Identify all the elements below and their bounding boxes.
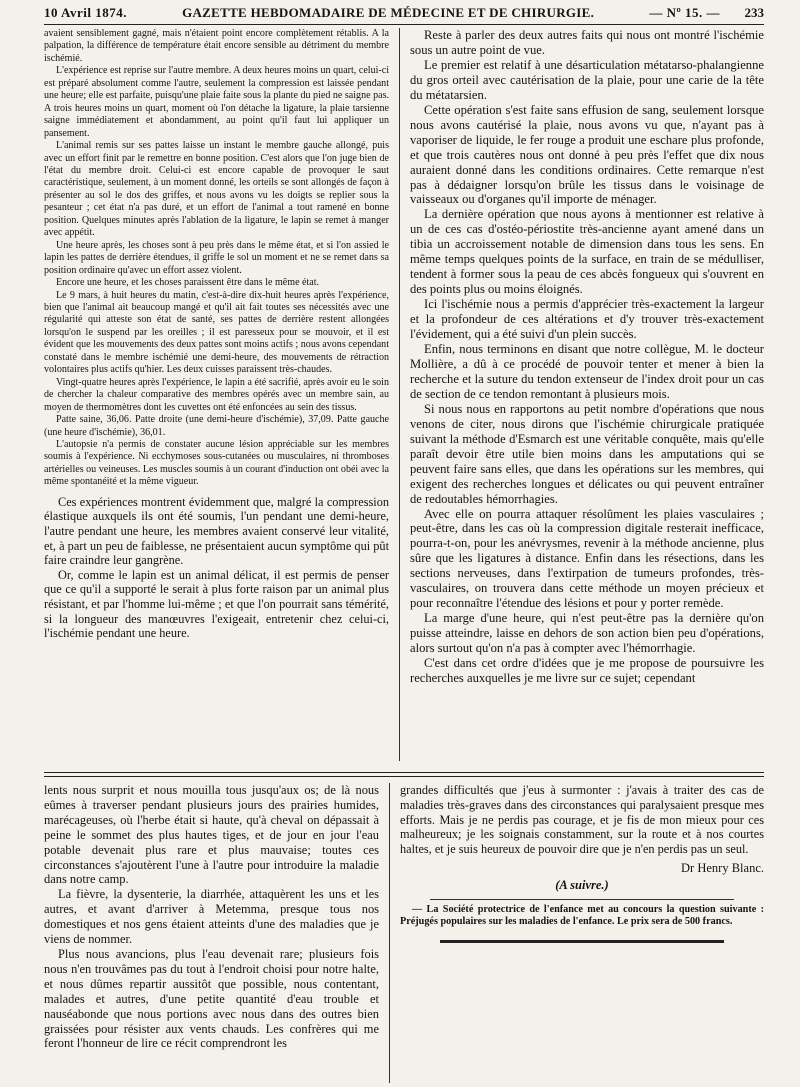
paragraph: L'expérience est reprise sur l'autre membre. A deux heures moins un quart, celui-ci est préparé absolument comme l'autre, seulement la compression est laissée pendant une heure; elle est parfaite, puisqu'une plaie faite sous la plante du pied ne saigne pas. A trois heures moins un quart, moment où l'on détache la ligature, la plaie tarsienne saigne immédiatement et abondamment, au point qu'il faut lui appliquer un pansement.	[44, 65, 389, 139]
bottom-right-column	[390, 783, 764, 1083]
paragraph: Reste à parler des deux autres faits qui nous ont montré l'ischémie sous un autre point de vue.	[410, 28, 764, 57]
paragraph: grandes difficultés que j'eus à surmonter : j'avais à traiter des cas de maladies très-graves dans des circonstances qui paralysaient presque mes efforts. Mais je ne perdis pas courage, et je fis de mon mieux pour ces malheureux; je les soignais constamment, sur la route et à nos courtes haltes, et je suis heureux de pouvoir dire que je n'en perdis pas un seul.	[400, 783, 764, 857]
paragraph: Encore une heure, et les choses paraissent être dans le même état.	[56, 277, 320, 289]
paragraph: L'autopsie n'a permis de constater aucune lésion appréciable sur les membres soumis à l'expérience. Ni ecchymoses sous-cutanées ou musculaires, ni thromboses artérielles ou veineuses. Les muscles soumis à un courant d'induction ont obéi avec la même spontanéité et la même vigueur.	[44, 438, 389, 488]
right-column	[400, 28, 764, 761]
small-type-block	[44, 28, 389, 489]
paragraph: Vingt-quatre heures après l'expérience, le lapin a été sacrifié, après avoir eu le soin de chercher la chaleur comparative des membres opérés avec un membre sain, au moyen de thermomètres dont les cuvettes ont été enfoncées au sein des tissus.	[44, 376, 389, 413]
paragraph: La marge d'une heure, qui n'est peut-être pas la dernière qu'on puisse atteindre, laisse en dehors de son action bien peu d'opérations, alors surtout qu'on n'a pas à compter avec l'hémorrhagie.	[410, 611, 764, 656]
text-block	[400, 783, 764, 893]
page-header	[44, 2, 764, 25]
paragraph: Plus nous avancions, plus l'eau devenait rare; plusieurs fois nous n'en trouvâmes pas du tout à l'endroit choisi pour notre halte, et nous dûmes repartir aussitôt que possible, nous contentant, malades et autres, d'une petite quantité d'eau trouble et nauséabonde que nous portions avec nous dans des outres bien graissées pour résister aux vents chauds. Les confrères qui me feront l'honneur de lire ce récit comprendront les	[44, 946, 379, 1051]
notice-block	[400, 904, 764, 929]
paragraph: La dernière opération que nous ayons à mentionner est relative à un de ces cas d'ostéo-périostite très-ancienne ayant amené dans un tibia un accroissement notable de dimension dans tous les sens. En même temps quelques points de la surface, en train de se médulliser, tendent à former sous la peau de ces abcès fongueux qui s'ouvrent en des points plus ou moins éloignés.	[410, 207, 764, 297]
journal-title: GAZETTE HEBDOMADAIRE DE MÉDECINE ET DE CHIRURGIE.	[182, 5, 595, 20]
paragraph: avaient sensiblement gagné, mais n'étaient point encore complètement rétablis. A la palpation, la différence de température était encore sensible au détriment du membre ischémié.	[44, 28, 389, 64]
paragraph: Ces expériences montrent évidemment que, malgré la compression élastique auxquels ils ont été soumis, l'un pendant une demi-heure, l'autre pendant une heure, les membres avaient conservé leur vitalité, et, à part un peu de faiblesse, ne présentaient aucun symptôme qui pût faire craindre leur gangrène.	[44, 494, 389, 568]
section-divider	[44, 772, 764, 773]
paragraph: Une heure après, les choses sont à peu près dans le même état, et si l'on assied le lapin les pattes de derrière étendues, il griffe le sol un moment et ne se remet dans sa position ordinaire qu'avec un effort assez violent.	[44, 239, 389, 276]
paragraph: Le 9 mars, à huit heures du matin, c'est-à-dire dix-huit heures après l'expérience, bien que l'animal ait beaucoup mangé et qu'il ait fait toutes ses nécessités avec une régularité qui atteste son état de santé, ses pattes de derrière restent allongées lorsqu'on le suspend par les oreilles ; il est paresseux pour se mouvoir, et il est évident que les mouvements des deux pattes sont moins actifs ; nous avons cependant constaté dans le membre ischémié une demi-heure, des mouvements de rétraction volontaires plus actifs qu'hier. Les deux cuisses paraissent très-chaudes.	[44, 289, 389, 376]
thick-rule	[440, 940, 724, 943]
large-type-block	[44, 495, 389, 641]
paragraph: Ici l'ischémie nous a permis d'apprécier très-exactement la largeur et la profondeur de ces altérations et d'y trouver très-exactement l'évidement, qui a été suivi d'un plein succès.	[410, 297, 764, 342]
issue-number: — Nº 15. —	[649, 5, 720, 20]
section-divider-2	[44, 776, 764, 777]
paragraph: Avec elle on pourra attaquer résolûment les plaies vasculaires ; peut-être, dans les cas où la compression digitale resterait inefficace, pourra-t-on, pour les anévrysmes, revenir à la méthode ancienne, plus sûre que les ligatures à distance. Enfin dans les résections, dans les sections nerveuses, dans l'extirpation de tumeurs profondes, très-vasculaires, on trouvera dans cette méthode un moyen précieux et pour reconnaître l'étendue des lésions et pour y porter remède.	[410, 506, 764, 611]
paragraph: La fièvre, la dysenterie, la diarrhée, attaquèrent les uns et les autres, et avant d'arriver à Metemma, presque tous nos domestiques et nos gens étaient atteints d'une des maladies que je viens de nommer.	[44, 887, 379, 947]
left-column	[44, 28, 400, 761]
paragraph: Le premier est relatif à une désarticulation métatarso-phalangienne du gros orteil avec cautérisation de la plaie, pour une carie de la tête du métatarsien.	[410, 57, 764, 102]
paragraph: Patte saine, 36,06. Patte droite (une demi-heure d'ischémie), 37,09. Patte gauche (une heure d'ischémie), 36,01.	[44, 414, 389, 438]
paragraph: L'animal remis sur ses pattes laisse un instant le membre gauche allongé, puis avec un effort finit par le remettre en bonne position. C'est alors que l'on juge bien de l'état du membre droit. Celui-ci est encore capable de provoquer le saut caractéristique, seulement, à un moment donné, les orteils se sont allongés de façon à présenter au sol le dos des griffes, et nous avons vu les doigts se replier sous la pesanteur ; cet état n'a pas duré, et un effort de l'animal a tout ramené en bonne position. Quelques minutes après l'ablation de la ligature, le lapin se remet à manger avec appétit.	[44, 140, 389, 239]
page-number: 233	[744, 5, 764, 20]
author-signature: Dr Henry Blanc.	[681, 860, 764, 875]
paragraph: Or, comme le lapin est un animal délicat, il est permis de penser que ce qu'il a supporté le serait à plus forte raison par un animal plus résistant, et par l'homme lui-même ; et que l'on pourrait sans témérité, si la longueur des manœuvres l'exigeait, entretenir chez celui-ci, l'ischémie pendant une heure.	[44, 567, 389, 641]
paragraph: Cette opération s'est faite sans effusion de sang, seulement lorsque nous avons cautérisé la plaie, nous avons vu que, n'ayant pas à vaporiser de liquide, le fer rouge a produit une eschare plus profonde, et que trois cautères nous ont donné à peu près l'effet que dix nous auraient donné dans les conditions ordinaires. Cette remarque n'est pas à dédaigner lorsqu'on brûle les tissus dans le voisinage de vaisseaux ou d'organes qu'il importe de ménager.	[410, 102, 764, 207]
issue-and-page	[649, 5, 764, 21]
paragraph: lents nous surprit et nous mouilla tous jusqu'aux os; de là nous eûmes à traverser pendant plusieurs jours des prairies humides, marécageuses, où l'herbe était si haute, qu'à cheval on dépassait à peine le sommet des plus hautes tiges, et de jour en jour l'eau potable devenait plus rare et plus mauvaise; toutes ces circonstances s'ajoutèrent l'une à l'autre pour introduire la maladie dans notre camp.	[44, 783, 379, 887]
issue-date: 10 Avril 1874.	[44, 5, 127, 20]
to-be-continued: (A suivre.)	[555, 877, 609, 892]
paragraph: C'est dans cet ordre d'idées que je me propose de poursuivre les recherches auxquelles je me livre sur ce sujet; cependant	[410, 656, 764, 685]
paragraph: Enfin, nous terminons en disant que notre collègue, M. le docteur Mollière, a dû à ce procédé de pouvoir tenter et mener à bien la recherche et la suture du tendon extenseur de l'index droit pour un cas de section de ce tendon remontant à plusieurs mois.	[410, 342, 764, 401]
top-section	[44, 28, 764, 761]
feuilleton-section	[44, 783, 764, 1083]
paragraph: Si nous nous en rapportons au petit nombre d'opérations que nous venons de citer, nous dirons que l'ischémie chirurgicale pratiquée suivant la méthode d'Esmarch est une véritable conquête, mais qu'elle paraît devoir être utile bien moins dans les amputations qui se peuvent faire sans elles, que dans les opérations sur les membres, qui exigent des recherches longues et délicates ou qui peuvent entraîner de redoutables hémorrhagies.	[410, 401, 764, 506]
bottom-left-column	[44, 783, 390, 1083]
notice-text: — La Société protectrice de l'enfance met au concours la question suivante : Préjugés populaires sur les maladies de l'enfance. Le prix sera de 500 francs.	[400, 903, 764, 927]
rule-divider	[430, 899, 734, 900]
